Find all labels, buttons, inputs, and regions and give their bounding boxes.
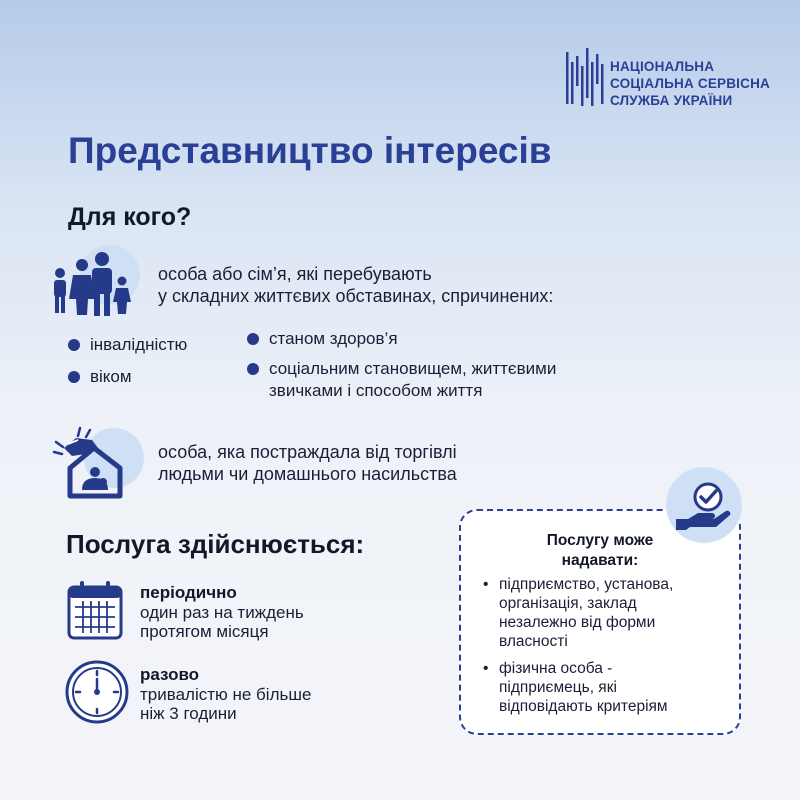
mode-once-title: разово xyxy=(140,665,200,684)
cause-social xyxy=(269,358,556,402)
group-1-line-1: особа або сім’я, які перебувають xyxy=(158,264,432,284)
providers-heading-line-1: Послугу може xyxy=(546,532,654,549)
providers-list xyxy=(483,575,727,724)
provider-1-line-3: незалежно від форми xyxy=(499,614,656,631)
cause-social-line-1: соціальним становищем, життєвими xyxy=(269,359,557,378)
list-item xyxy=(68,334,187,356)
calendar-icon xyxy=(66,579,124,641)
cause-age: віком xyxy=(90,367,132,386)
provider-2-line-2: підприємець, які xyxy=(499,679,617,696)
mode-periodic-title: періодично xyxy=(140,583,237,602)
provider-1-line-2: організація, заклад xyxy=(499,595,637,612)
family-icon xyxy=(46,245,142,319)
mode-once xyxy=(140,665,311,723)
mode-periodic xyxy=(140,583,304,641)
provider-2-line-1: • фізична особа - xyxy=(499,660,613,677)
group-1-text xyxy=(158,263,553,307)
group-1-line-2: у складних життєвих обставинах, спричинених: xyxy=(158,286,554,306)
provider-2-line-3: відповідають критеріям xyxy=(499,698,668,715)
mode-periodic-line-1: один раз на тиждень xyxy=(140,603,304,622)
group-2-line-2: людьми чи домашнього насильства xyxy=(158,464,457,484)
causes-right-list xyxy=(247,328,556,402)
logo-line-1: НАЦІОНАЛЬНА xyxy=(610,59,715,74)
clock-icon xyxy=(64,659,130,725)
list-item xyxy=(483,659,727,716)
list-item xyxy=(247,328,556,350)
list-item xyxy=(247,358,556,402)
causes-left-list xyxy=(68,334,187,388)
logo-line-2: СОЦІАЛЬНА СЕРВІСНА xyxy=(610,76,770,91)
bullet-dot xyxy=(247,333,259,345)
cause-disability: інвалідністю xyxy=(90,335,188,354)
mode-once-line-2: ніж 3 години xyxy=(140,704,237,723)
logo-text xyxy=(610,58,770,109)
bullet-dot xyxy=(68,339,80,351)
list-item xyxy=(483,575,727,651)
provider-1-line-1: • підприємство, установа, xyxy=(499,576,674,593)
bullet-dot xyxy=(68,371,80,383)
group-2-text xyxy=(158,441,457,485)
bullet-dot xyxy=(247,363,259,375)
cause-social-line-2: звичками і способом життя xyxy=(269,381,483,400)
mode-once-line-1: тривалістю не більше xyxy=(140,685,312,704)
mode-periodic-line-2: протягом місяця xyxy=(140,622,269,641)
group-2-line-1: особа, яка постраждала від торгівлі xyxy=(158,442,457,462)
service-heading: Послуга здійснюється: xyxy=(66,529,365,559)
page-title: Представництво інтересів xyxy=(68,130,552,171)
hand-check-icon xyxy=(664,465,744,545)
logo-line-3: СЛУЖБА УКРАЇНИ xyxy=(610,93,733,108)
providers-heading-line-2: надавати: xyxy=(561,552,639,569)
provider-1-line-4: власності xyxy=(499,633,568,650)
list-item xyxy=(68,366,187,388)
for-whom-heading: Для кого? xyxy=(68,203,192,231)
protected-home-icon xyxy=(50,424,146,502)
cause-health: станом здоров’я xyxy=(269,329,398,348)
